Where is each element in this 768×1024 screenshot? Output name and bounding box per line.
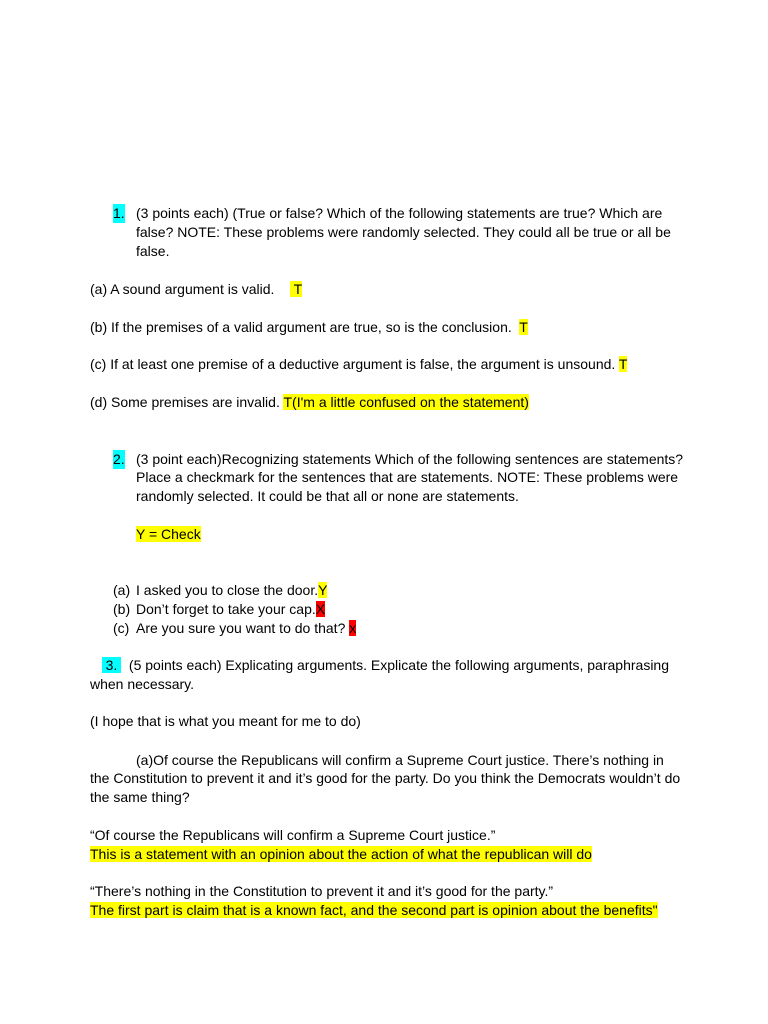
question-1-text-line: (3 points each) (True or false? Which of the following statements are true? Which are [136,205,663,221]
question-3-passage-line: the Constitution to prevent it and it’s good for the party. Do you think the Democrats wouldn’t do [90,770,681,786]
answer-highlight: T [290,281,303,297]
question-2-text-line: (3 point each)Recognizing statements Which of the following sentences are statements? [136,451,684,467]
question-1-number: 1. [113,205,125,221]
question-3-first-line [90,656,669,675]
item-text: Don’t forget to take your cap. [136,601,316,617]
item-text: (a) A sound argument is valid. [90,281,290,297]
item-label: (a) [113,582,131,598]
question-1-item-c [90,355,627,374]
question-3-answer-2 [90,901,658,920]
question-3-passage-line: the same thing? [90,789,190,805]
item-label: (b) [113,601,131,617]
answer-highlight: The first part is claim that is a known fact, and the second part is opinion about the benefits" [90,902,658,918]
item-text: I asked you to close the door. [136,582,319,598]
question-1-item-b [90,318,528,337]
question-3-text-line: when necessary. [90,676,195,692]
question-3-quote-1: “Of course the Republicans will confirm a Supreme Court justice.” [90,827,496,843]
question-1-text-line: false? NOTE: These problems were randomly selected. They could all be true or all be [136,224,671,240]
question-2-text-line: randomly selected. It could be that all or none are statements. [136,488,519,504]
question-2-item-c [113,619,356,638]
item-text: (b) If the premises of a valid argument are true, so is the conclusion. [90,319,520,335]
item-text: (d) Some premises are invalid. [90,394,284,410]
item-text: (c) If at least one premise of a deductive argument is false, the argument is unsound. [90,356,619,372]
answer-highlight: x [349,620,357,636]
question-3-answer-1 [90,845,592,864]
answer-highlight: This is a statement with an opinion about the action of what the republican will do [90,846,592,862]
question-2-item-b [113,600,325,619]
question-3-note: (I hope that is what you meant for me to do) [90,713,361,729]
question-3-number: 3. [102,657,121,673]
item-text: Are you sure you want to do that? [136,620,350,636]
question-1-item-a [90,280,302,299]
question-2-number: 2. [113,451,125,467]
answer-highlight: T(I'm a little confused on the statement) [283,394,529,410]
question-2-key [136,525,201,544]
answer-highlight: T [618,356,628,372]
question-3-text: (5 points each) Explicating arguments. Explicate the following arguments, paraphrasing [128,657,669,673]
question-2-item-a [113,581,327,600]
question-1-item-d [90,393,529,412]
item-label: (c) [113,620,130,636]
question-1-text-line: false. [136,243,170,259]
question-3-quote-2: “There’s nothing in the Constitution to prevent it and it’s good for the party.” [90,883,554,899]
answer-highlight: X [315,601,326,617]
answer-highlight: Y [318,582,328,598]
question-3-passage-line: (a)Of course the Republicans will confirm a Supreme Court justice. There’s nothing in [136,752,664,768]
question-2-text-line: Place a checkmark for the sentences that are statements. NOTE: These problems were [136,469,679,485]
answer-highlight: T [519,319,528,335]
key-highlight: Y = Check [136,526,201,542]
